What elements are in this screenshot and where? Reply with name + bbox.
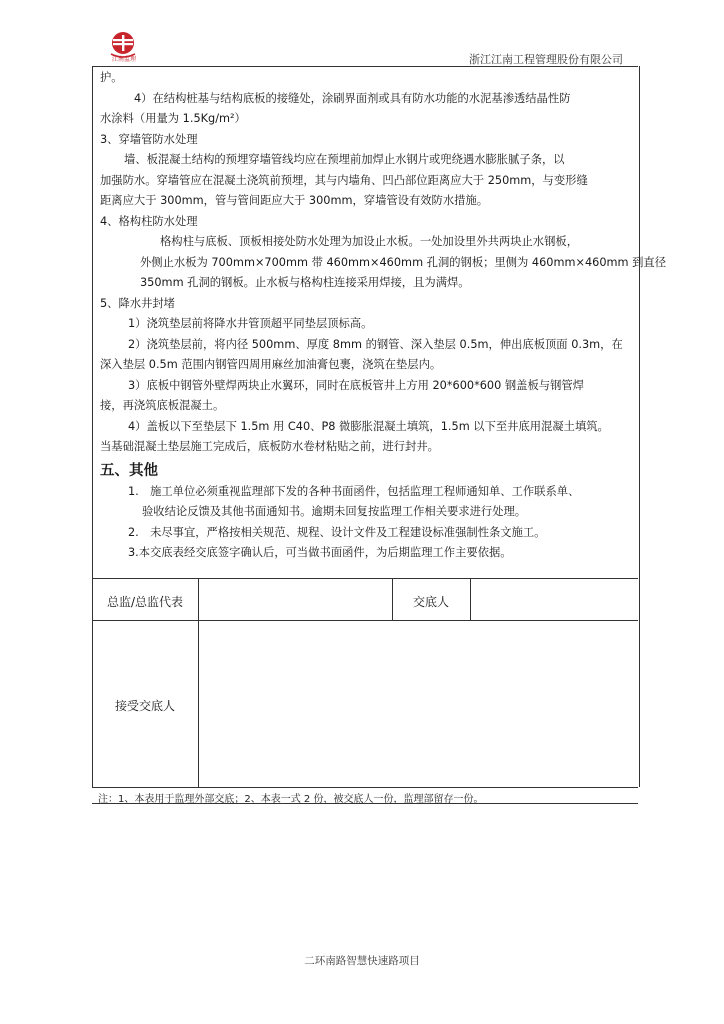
body-line: 当基础混凝土垫层施工完成后，底板防水卷材粘贴之前，进行封井。 [100, 440, 439, 453]
other-item: 1. 施工单位必须重视监理部下发的各种书面函件，包括监理工程师通知单、工作联系单、 [128, 484, 580, 498]
section-heading: 3、穿墙管防水处理 [100, 132, 198, 146]
body-text [100, 68, 667, 564]
bottom-divider [92, 803, 638, 804]
table-col-divider [470, 578, 471, 620]
body-line: 4）在结构桩基与结构底板的接缝处，涂刷界面剂或具有防水功能的水泥基渗透结晶性防 [134, 91, 571, 105]
body-line: 距离应大于 300mm，管与管间距应大于 300mm，穿墙管设有效防水措施。 [100, 194, 489, 207]
body-line: 护。 [100, 71, 123, 84]
other-item: 2. 未尽事宜，严格按相关规范、规程、设计文件及工程建设标准强制性条文施工。 [128, 525, 546, 539]
logo-text: 江南监理 [111, 56, 136, 63]
table-col-divider [198, 578, 199, 787]
body-line: 墙、板混凝土结构的预埋穿墙管线均应在预埋前加焊止水钢片或兜绕遇水膨胀腻子条，以 [124, 153, 565, 166]
body-line: 深入垫层 0.5m 范围内钢管四周用麻丝加油膏包裹，浇筑在垫层内。 [100, 358, 442, 371]
body-line: 3）底板中钢管外壁焊两块止水翼环，同时在底板管井上方用 20*600*600 钢盖板与钢管焊 [128, 378, 584, 392]
presenter-label: 交底人 [412, 595, 449, 609]
company-name: 浙江江南工程管理股份有限公司 [469, 53, 623, 66]
other-item: 验收结论反馈及其他书面通知书。逾期未回复按监理工作相关要求进行处理。 [142, 505, 527, 518]
body-line: 350mm 孔洞的钢板。止水板与格构柱连接采用焊接，且为满焊。 [140, 276, 470, 289]
body-line: 1）浇筑垫层前将降水井管顶超平同垫层顶标高。 [128, 317, 373, 330]
table-bottom-rule [92, 787, 638, 788]
section-heading: 4、格构柱防水处理 [100, 214, 198, 228]
section-heading: 5、降水井封堵 [100, 296, 175, 310]
table-top-rule [92, 578, 638, 579]
body-line: 加强防水。穿墙管应在混凝土浇筑前预埋，其与内墙角、凹凸部位距离应大于 250mm，与变形缝 [100, 173, 588, 187]
section-five-title: 五、其他 [100, 462, 158, 479]
body-line: 接，再浇筑底板混凝土。 [100, 399, 225, 412]
receiver-label: 接受交底人 [114, 699, 175, 713]
body-line: 4）盖板以下至垫层下 1.5m 用 C40、P8 微膨胀混凝土填筑，1.5m 以下至井底用混凝土填筑。 [128, 419, 609, 433]
body-line: 格构柱与底板、顶板相接处防水处理为加设止水板。一处加设里外共两块止水钢板， [160, 235, 578, 248]
body-line: 外侧止水板为 700mm×700mm 带 460mm×460mm 孔洞的钢板；里侧为 460mm×460mm 到直径 [140, 255, 667, 269]
body-line: 2）浇筑垫层前，将内径 500mm、厚度 8mm 的钢管、深入垫层 0.5m，伸出底板顶面 0.3m，在 [128, 337, 623, 351]
body-line: 水涂料（用量为 1.5Kg/m²） [100, 112, 246, 125]
table-note: 注：1、本表用于监理外部交底；2、本表一式 2 份，被交底人一份，监理部留存一份。 [98, 794, 484, 805]
table-mid-rule [92, 620, 638, 621]
other-item: 3.本交底表经交底签字确认后，可当做书面函件，为后期监理工作主要依据。 [128, 546, 512, 559]
chief-label: 总监/总监代表 [106, 595, 184, 609]
page-footer: 二环南路智慧快速路项目 [304, 955, 420, 967]
